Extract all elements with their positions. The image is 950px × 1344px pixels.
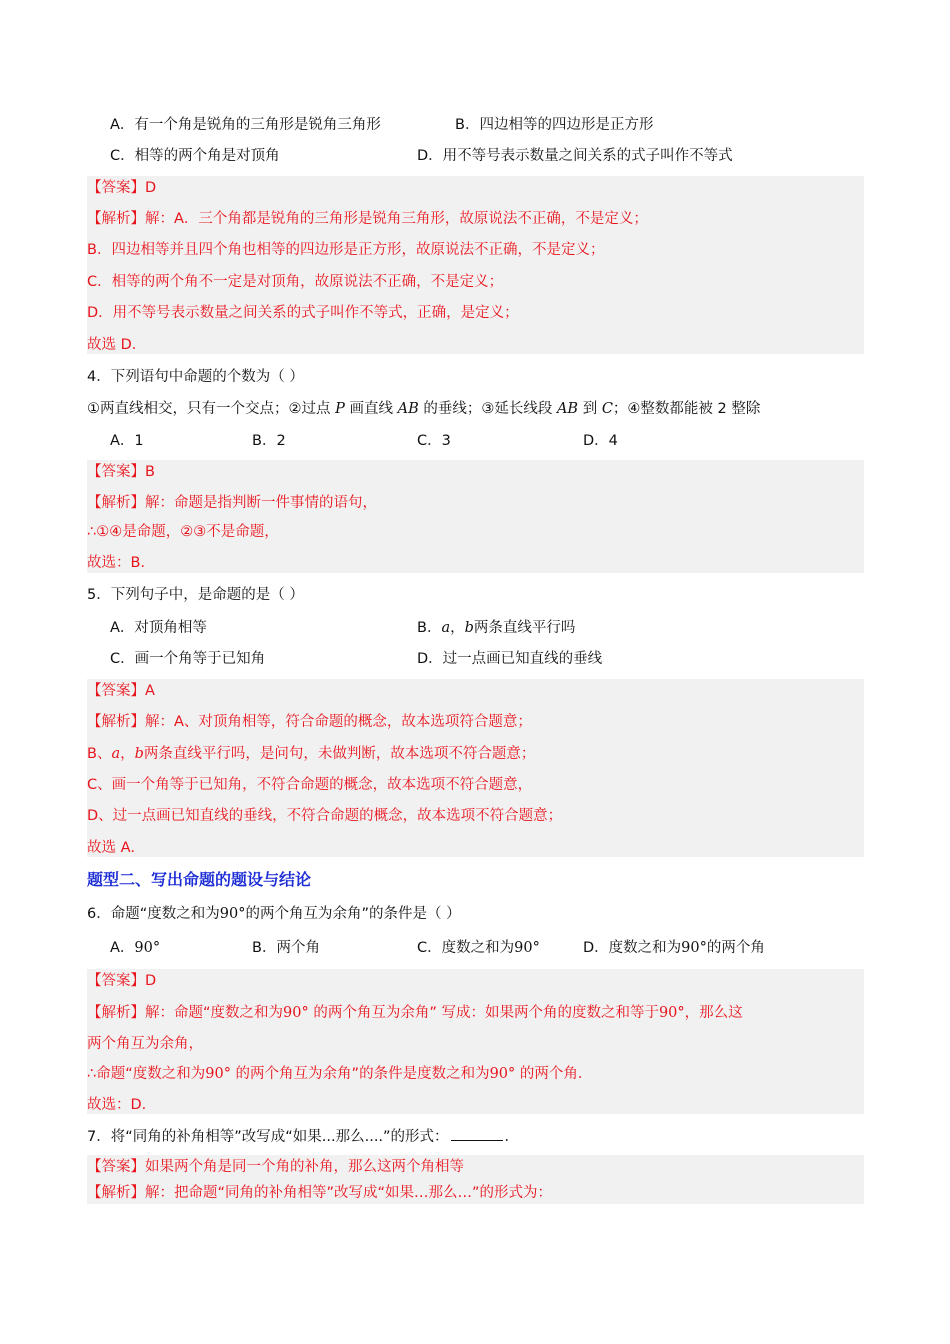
q4-analysis-conclusion: 故选：B． [87,555,155,571]
q6-analysis-line-1 [87,1003,743,1023]
answer-blank [451,1126,503,1141]
q6-answer-box [87,969,864,1114]
q5-option-c [110,649,265,669]
question-text: 命题“度数之和为 [110,906,220,922]
answer-value: A [145,683,155,699]
q5-analysis-conclusion: 故选 A． [87,840,146,856]
separator: ， [450,620,465,636]
analysis-text: 的两个角互为余角” 写成：如果两个角的度数之和等于 [308,1005,659,1021]
q6-option-b [252,938,320,958]
q7-answer [87,1157,464,1177]
q4-statements [87,399,760,419]
analysis-tag: 【解析】 [87,1185,145,1201]
variable-b: b [134,746,144,762]
q3-analysis-line-3: C．相等的两个角不一定是对顶角，故原说法不正确，不是定义； [87,274,504,290]
question-text: 将“同角的补角相等”改写成“如果...那么....”的形式： [110,1129,449,1145]
answer-tag: 【答案】 [87,683,145,699]
degree-value: 90° [134,940,161,956]
analysis-text: 两条直线平行吗，是问句，未做判断，故本选项不符合题意； [143,746,536,762]
analysis-text: ，那么这 [684,1005,743,1021]
separator: ， [120,746,135,762]
degree-value: 90° [219,906,246,922]
degree-value: 90° [283,1005,309,1021]
q3-analysis-line-2: B．四边相等并且四个角也相等的四边形是正方形，故原说法不正确，不是定义； [87,242,605,258]
answer-tag: 【答案】 [87,1159,145,1175]
answer-value: D [145,180,157,196]
question-text: 的两个角互为余角”的条件是（ ） [245,906,461,922]
option-text: 画一个角等于已知角 [134,651,266,667]
q6-answer [87,971,156,991]
q5-stem [87,585,304,605]
q5-answer [87,681,155,701]
q6-analysis-line-2: 两个角互为余角， [87,1036,203,1052]
q7-analysis [87,1183,552,1203]
analysis-tag: 【解析】 [87,1005,145,1021]
option-label: A． [110,433,135,449]
q6-option-a [110,938,160,958]
q4-stem [87,367,304,387]
option-text: 3 [441,433,451,449]
q4-answer [87,462,155,482]
option-label: C． [110,148,135,164]
option-text: 度数之和为 [608,940,682,956]
analysis-text: B、 [87,746,112,762]
variable-b: b [464,620,474,636]
option-text: 用不等号表示数量之间关系的式子叫作不等式 [442,148,733,164]
option-text: 过一点画已知直线的垂线 [442,651,603,667]
option-text: 相等的两个角是对顶角 [134,148,280,164]
q5-analysis-line-2 [87,744,535,764]
q3-option-a [110,115,381,135]
q4-analysis-line-2: ∴①④是命题，②③不是命题， [87,524,279,540]
option-text: 2 [276,433,286,449]
variable-p: P [335,401,345,417]
q5-option-d [417,649,602,669]
q4-option-a [110,431,144,451]
option-text: 1 [134,433,144,449]
option-text: 对顶角相等 [134,620,207,636]
analysis-tag: 【解析】 [87,714,145,730]
variable-ab: AB [397,401,419,417]
q5-option-a [110,618,207,638]
question-text: ． [504,1129,520,1145]
q3-option-d [417,146,733,166]
analysis-text: 的两个角． [515,1066,593,1082]
option-text: 两个角 [276,940,320,956]
q4-option-c [417,431,451,451]
option-label: A． [110,117,135,133]
option-text: 有一个角是锐角的三角形是锐角三角形 [134,117,381,133]
statement-text: 的垂线；③延长线段 [423,401,553,417]
answer-value: B [145,464,155,480]
statement-text: ；④整数都能被 2 整除 [612,401,761,417]
answer-tag: 【答案】 [87,464,145,480]
q6-option-c [417,938,540,958]
q3-analysis-line-4: D．用不等号表示数量之间关系的式子叫作不等式，正确，是定义； [87,305,519,321]
answer-tag: 【答案】 [87,180,145,196]
question-number: 6． [87,906,111,922]
q5-analysis-line-4: D、过一点画已知直线的垂线，不符合命题的概念，故本选项不符合题意； [87,808,563,824]
q5-analysis-line-3: C、画一个角等于已知角，不符合命题的概念，故本选项不符合题意， [87,777,533,793]
q6-option-d [583,938,765,958]
degree-value: 90° [514,940,540,956]
option-text: 4 [608,433,618,449]
analysis-text: 解：命题“度数之和为 [145,1005,284,1021]
option-label: C． [417,433,442,449]
section-heading: 题型二、写出命题的题设与结论 [87,870,312,889]
option-label: A． [110,940,135,956]
analysis-tag: 【解析】 [87,495,145,511]
statement-text: 到 [582,401,598,417]
option-label: C． [417,940,442,956]
analysis-text: 解：A．三个角都是锐角的三角形是锐角三角形，故原说法不正确，不是定义； [145,211,648,227]
analysis-text: 解：A、对顶角相等，符合命题的概念，故本选项符合题意； [145,714,532,730]
analysis-text: 解：把命题“同角的补角相等”改写成“如果…那么…”的形式为： [145,1185,553,1201]
option-label: B． [455,117,480,133]
q4-option-b [252,431,286,451]
degree-value: 90° [205,1066,231,1082]
question-number: 5． [87,587,111,603]
q3-analysis-line-1 [87,209,648,229]
q7-stem [87,1126,519,1147]
option-label: B． [252,433,277,449]
option-text: 的两个角 [706,940,765,956]
answer-tag: 【答案】 [87,973,145,989]
q4-analysis-line-1 [87,493,377,513]
statement-text: 画直线 [349,401,393,417]
q4-answer-box [87,460,864,573]
variable-ab: AB [556,401,579,417]
q6-analysis-conclusion: 故选：D． [87,1097,157,1113]
q3-answer-box [87,176,864,354]
option-text: 两条直线平行吗 [473,620,576,636]
degree-value: 90° [681,940,707,956]
q3-analysis-conclusion: 故选 D． [87,337,147,353]
q3-answer [87,178,156,198]
analysis-text: ∴命题“度数之和为 [87,1066,206,1082]
degree-value: 90° [658,1005,685,1021]
option-label: A． [110,620,135,636]
question-number: 4． [87,369,111,385]
q5-answer-box [87,679,864,857]
analysis-tag: 【解析】 [87,211,145,227]
option-label: D． [417,148,443,164]
option-label: B． [417,620,442,636]
q5-analysis-line-1 [87,712,532,732]
q4-option-d [583,431,618,451]
answer-value: D [145,973,157,989]
question-text: 下列句子中，是命题的是（ ） [110,587,304,603]
answer-value: 如果两个角是同一个角的补角，那么这两个角相等 [145,1159,464,1175]
analysis-text: 的两个角互为余角”的条件是度数之和为 [230,1066,490,1082]
q5-option-b [417,618,575,638]
option-label: D． [583,433,609,449]
option-text: 度数之和为 [441,940,515,956]
option-label: C． [110,651,135,667]
degree-value: 90° [489,1066,516,1082]
option-label: B． [252,940,277,956]
option-text: 四边相等的四边形是正方形 [479,117,654,133]
statement-text: ①两直线相交，只有一个交点；②过点 [87,401,331,417]
q6-analysis-line-3 [87,1064,592,1084]
variable-a: a [111,746,121,762]
q3-option-b [455,115,653,135]
question-number: 7． [87,1129,111,1145]
q3-option-c [110,146,280,166]
variable-a: a [441,620,451,636]
question-text: 下列语句中命题的个数为（ ） [110,369,304,385]
option-label: D． [583,940,609,956]
analysis-text: 解：命题是指判断一件事情的语句， [145,495,377,511]
q6-stem [87,904,461,924]
variable-c: C [601,401,613,417]
option-label: D． [417,651,443,667]
